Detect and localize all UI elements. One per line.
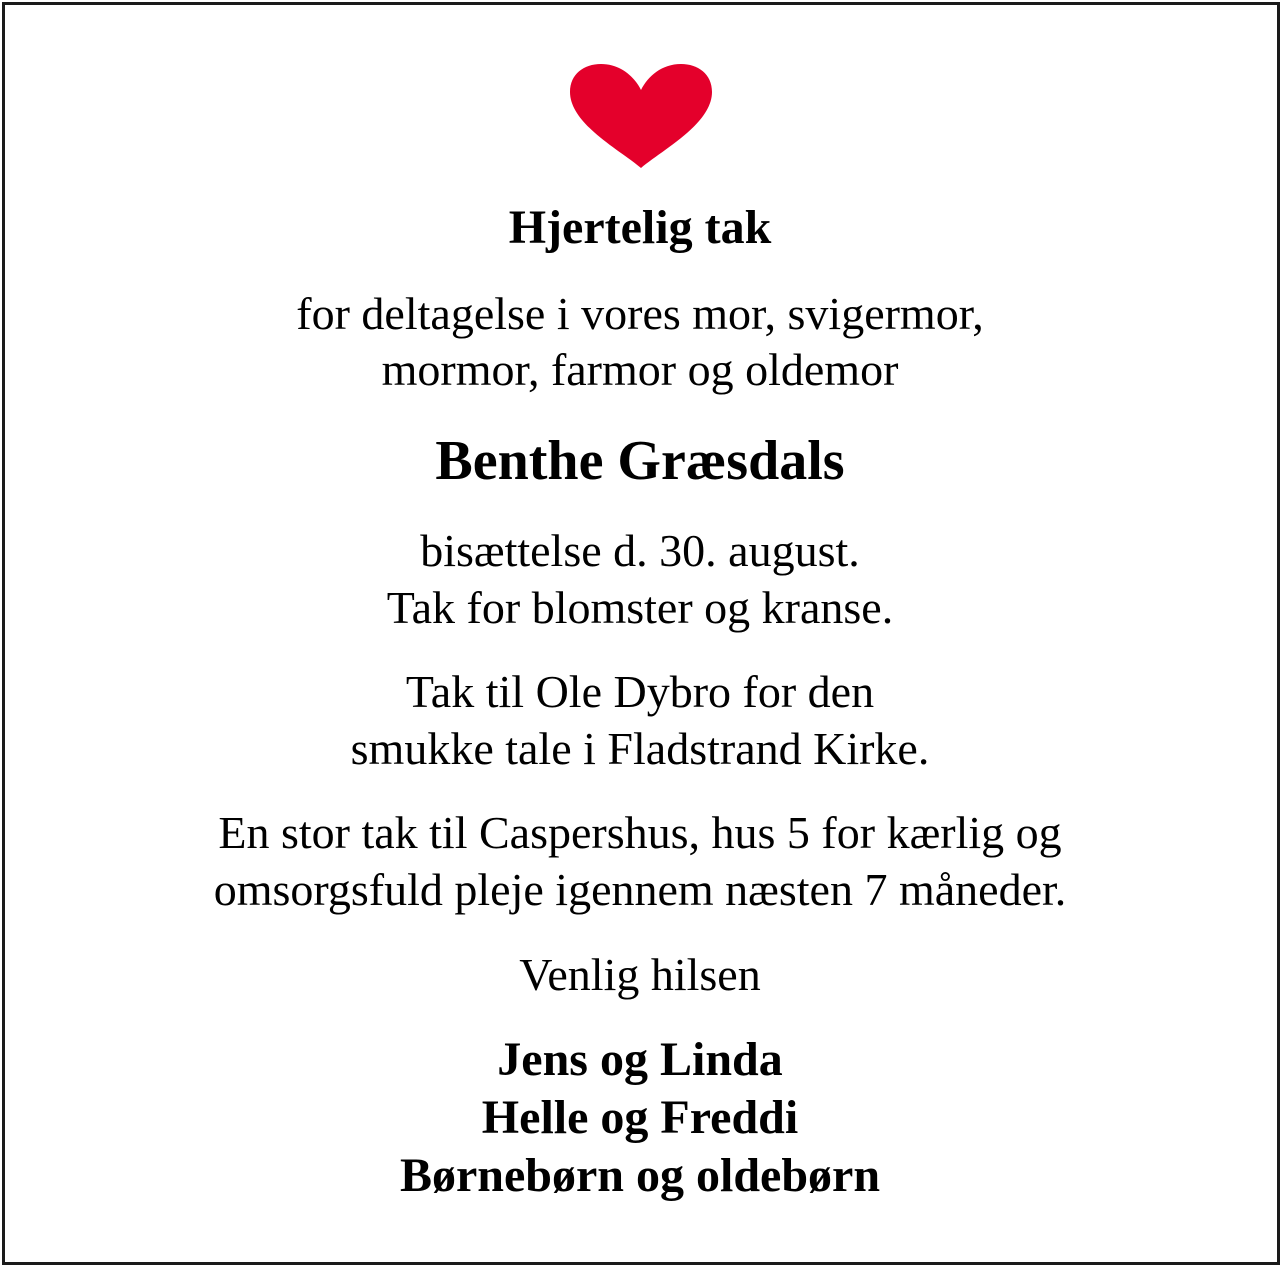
heart-icon <box>568 62 714 170</box>
speech-thanks-line-2: smukke tale i Fladstrand Kirke. <box>350 723 930 774</box>
signature-line: Helle og Freddi <box>481 1091 799 1144</box>
signature-line: Jens og Linda <box>497 1033 783 1086</box>
care-thanks-line-2: omsorgsfuld pleje igennem næsten 7 måneder. <box>213 864 1067 915</box>
funeral-line-2: Tak for blomster og kranse. <box>386 582 894 633</box>
intro-line-1: for deltagelse i vores mor, svigermor, <box>296 288 984 339</box>
deceased-name: Benthe Græsdals <box>435 430 845 492</box>
funeral-line-1: bisættelse d. 30. august. <box>420 525 860 576</box>
care-thanks-line-1: En stor tak til Caspershus, hus 5 for kærlig og <box>218 807 1062 858</box>
heading-title: Hjertelig tak <box>508 201 772 254</box>
intro-line-2: mormor, farmor og oldemor <box>381 344 899 395</box>
closing-greeting: Venlig hilsen <box>519 949 761 1000</box>
signature-line: Børnebørn og oldebørn <box>399 1149 881 1202</box>
speech-thanks-line-1: Tak til Ole Dybro for den <box>405 666 875 717</box>
